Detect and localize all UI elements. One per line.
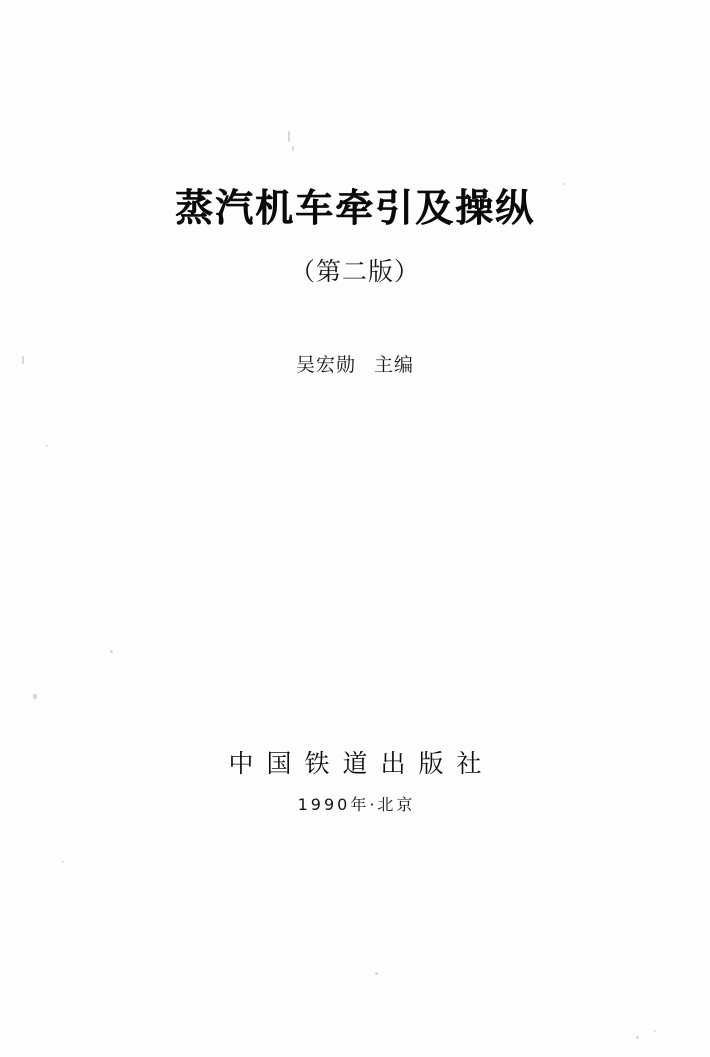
title-block (0, 188, 710, 288)
scan-speck (62, 861, 64, 863)
scan-speck (654, 1030, 656, 1032)
page-title: 蒸汽机车牵引及操纵 (174, 186, 535, 230)
author-name: 吴宏勋 (295, 354, 356, 376)
edition-label: （第二版） (289, 256, 420, 286)
scan-speck (563, 183, 565, 185)
scan-speck (33, 694, 37, 699)
scan-speck (46, 445, 48, 447)
scan-speck (110, 650, 113, 653)
scan-speck (636, 1036, 639, 1039)
scan-speck (292, 146, 294, 151)
author-role: 主编 (374, 354, 415, 376)
author-line (0, 350, 710, 377)
publisher-name: 中国铁道出版社 (228, 749, 495, 778)
scan-speck (288, 131, 290, 142)
publication-line: 1990年·北京 (297, 795, 416, 814)
scan-speck (375, 972, 378, 975)
publisher-block (0, 744, 710, 815)
